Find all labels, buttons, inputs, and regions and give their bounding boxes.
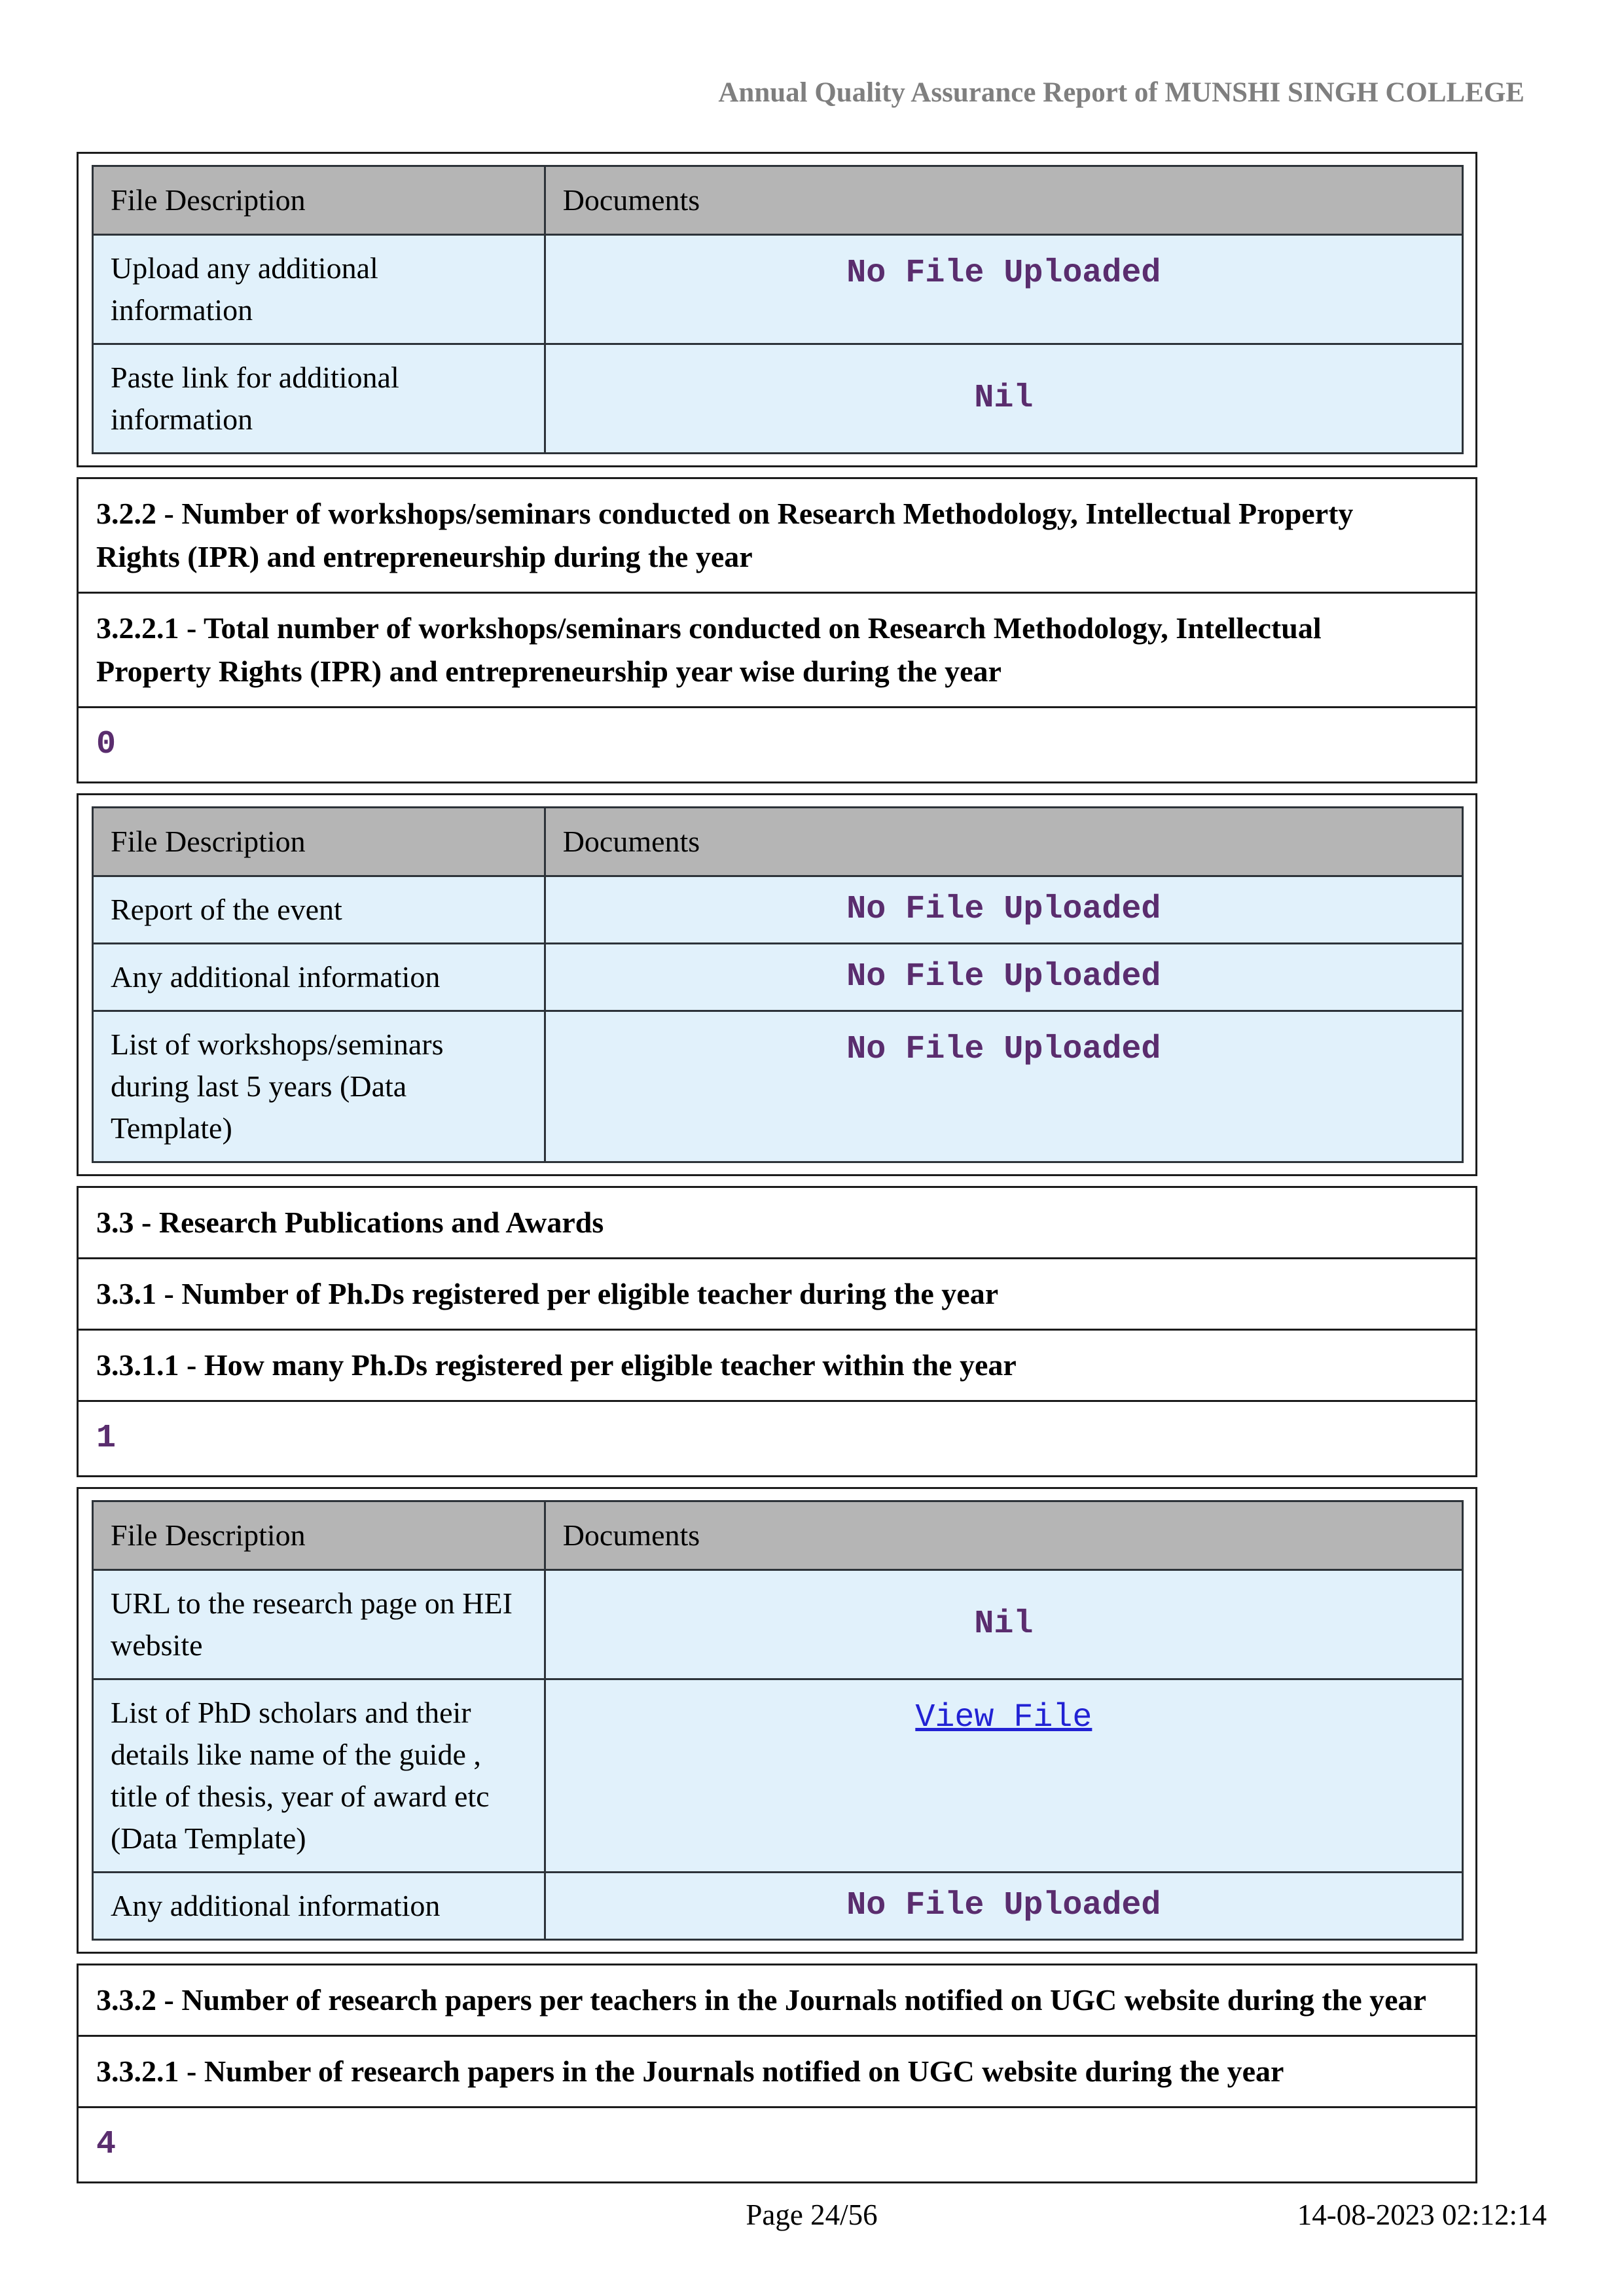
documents-table-section-2 [77, 793, 1477, 1176]
column-header-file-description: File Description [93, 1501, 545, 1570]
column-header-documents: Documents [545, 166, 1462, 235]
section-heading-3-3-2: 3.3.2 - Number of research papers per teachers in the Journals notified on UGC website during the year [77, 1964, 1477, 2037]
documents-table-3 [92, 1500, 1464, 1941]
column-header-file-description: File Description [93, 166, 545, 235]
table-row [93, 235, 1463, 344]
file-description-cell: URL to the research page on HEI website [93, 1570, 545, 1679]
view-file-link[interactable]: View File [915, 1699, 1092, 1736]
section-heading-3-3: 3.3 - Research Publications and Awards [77, 1186, 1477, 1259]
document-link-cell [545, 1679, 1462, 1873]
section-heading-3-2-2-1: 3.2.2.1 - Total number of workshops/seminars conducted on Research Methodology, Intellectual Property Rights (IPR) and entrepreneurship year wise during the year [77, 592, 1477, 708]
table-header-row [93, 1501, 1463, 1570]
table-row [93, 1873, 1463, 1940]
documents-table-section-3 [77, 1487, 1477, 1954]
section-heading-3-3-1: 3.3.1 - Number of Ph.Ds registered per eligible teacher during the year [77, 1257, 1477, 1331]
file-description-cell: Paste link for additional information [93, 344, 545, 454]
document-status-cell: No File Uploaded [545, 235, 1462, 344]
table-row [93, 876, 1463, 944]
page-footer [77, 2197, 1547, 2233]
file-description-cell: List of PhD scholars and their details like name of the guide , title of thesis, year of award etc (Data Template) [93, 1679, 545, 1873]
section-value-3-3-2-1: 4 [77, 2106, 1477, 2183]
document-status-cell: No File Uploaded [545, 1011, 1462, 1162]
file-description-cell: List of workshops/seminars during last 5 years (Data Template) [93, 1011, 545, 1162]
documents-table-2 [92, 806, 1464, 1163]
report-body [77, 152, 1477, 2183]
footer-page-number: Page 24/56 [746, 2198, 878, 2231]
document-status-cell: Nil [545, 1570, 1462, 1679]
section-value-3-3-1-1: 1 [77, 1400, 1477, 1477]
table-row [93, 944, 1463, 1011]
section-heading-3-3-1-1: 3.3.1.1 - How many Ph.Ds registered per eligible teacher within the year [77, 1329, 1477, 1402]
document-status-cell: No File Uploaded [545, 876, 1462, 944]
table-row [93, 1011, 1463, 1162]
document-status-cell: No File Uploaded [545, 944, 1462, 1011]
section-heading-3-3-2-1: 3.3.2.1 - Number of research papers in the Journals notified on UGC website during the year [77, 2035, 1477, 2108]
documents-table-section-1 [77, 152, 1477, 467]
document-status-cell: Nil [545, 344, 1462, 454]
file-description-cell: Any additional information [93, 1873, 545, 1940]
table-row [93, 1679, 1463, 1873]
column-header-documents: Documents [545, 1501, 1462, 1570]
file-description-cell: Report of the event [93, 876, 545, 944]
file-description-cell: Any additional information [93, 944, 545, 1011]
documents-table-1 [92, 165, 1464, 454]
table-row [93, 344, 1463, 454]
footer-timestamp: 14-08-2023 02:12:14 [1297, 2198, 1547, 2231]
column-header-file-description: File Description [93, 808, 545, 876]
table-header-row [93, 166, 1463, 235]
table-header-row [93, 808, 1463, 876]
file-description-cell: Upload any additional information [93, 235, 545, 344]
column-header-documents: Documents [545, 808, 1462, 876]
section-value-3-2-2-1: 0 [77, 706, 1477, 783]
report-title: Annual Quality Assurance Report of MUNSHI SINGH COLLEGE [718, 77, 1525, 108]
table-row [93, 1570, 1463, 1679]
document-status-cell: No File Uploaded [545, 1873, 1462, 1940]
section-heading-3-2-2: 3.2.2 - Number of workshops/seminars conducted on Research Methodology, Intellectual Property Rights (IPR) and entrepreneurship during the year [77, 477, 1477, 594]
